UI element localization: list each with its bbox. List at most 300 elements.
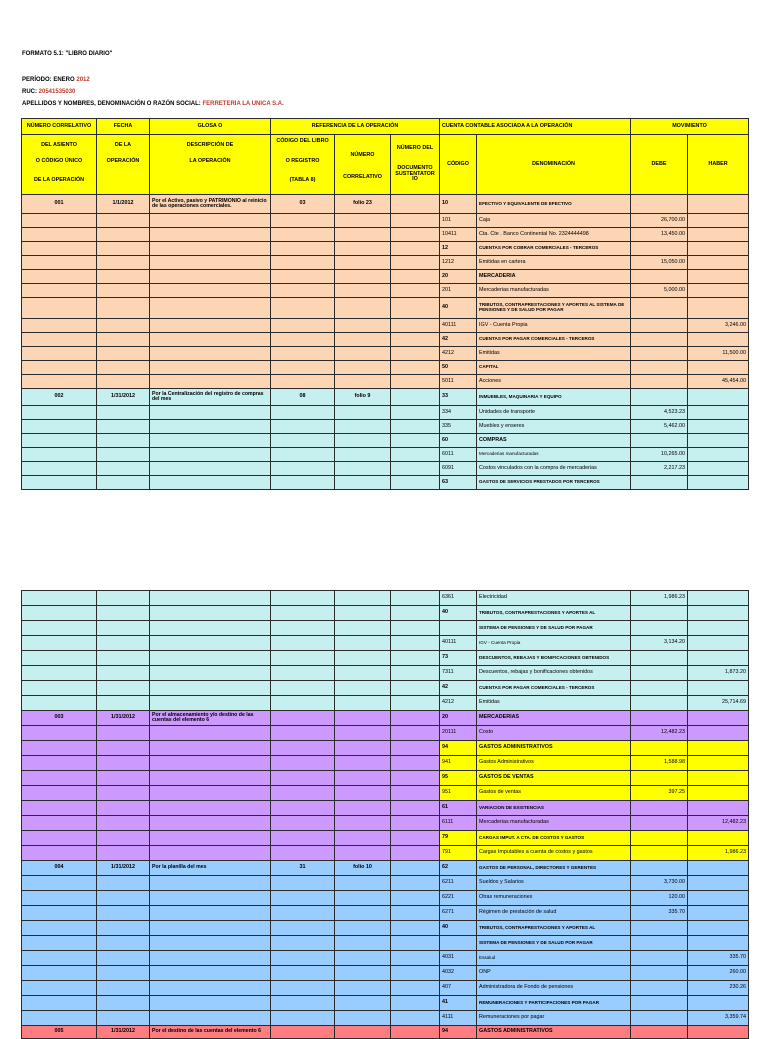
account-name: ONP (477, 966, 631, 981)
debit-amount (631, 801, 688, 816)
debit-amount (631, 361, 688, 375)
table-row (22, 375, 749, 389)
entry-date (97, 1011, 150, 1026)
document-number (391, 347, 440, 361)
book-code (271, 936, 335, 951)
entry-description (150, 666, 271, 681)
header-numero-documento (391, 135, 440, 195)
correlative-number (335, 462, 391, 476)
debit-amount (631, 333, 688, 347)
entry-description (150, 406, 271, 420)
entry-number (22, 361, 97, 375)
entry-date (97, 741, 150, 756)
account-code: 6211 (440, 876, 477, 891)
entry-description (150, 921, 271, 936)
correlative-number (335, 375, 391, 389)
credit-amount (688, 636, 749, 651)
document-number (391, 831, 440, 846)
account-name: CUENTAS POR PAGAR COMERCIALES - TERCEROS (477, 333, 631, 347)
table-row (22, 195, 749, 214)
header-num-l4: DE LA OPERACIÓN (33, 177, 85, 183)
document-number (391, 406, 440, 420)
account-name: GASTOS ADMINISTRATIVOS (477, 1026, 631, 1039)
credit-amount (688, 256, 749, 270)
book-code (271, 606, 335, 621)
account-name: GASTOS DE VENTAS (477, 771, 631, 786)
account-name: Emitidas (477, 347, 631, 361)
credit-amount (688, 726, 749, 741)
credit-amount (688, 228, 749, 242)
debit-amount (631, 347, 688, 361)
company-name: FERRETERIA LA UNICA S.A. (202, 101, 284, 107)
entry-number (22, 681, 97, 696)
header-cod-libro-l3: (TABLA 8) (289, 177, 316, 183)
document-number (391, 333, 440, 347)
entry-date (97, 771, 150, 786)
account-code: 7311 (440, 666, 477, 681)
entry-description (150, 996, 271, 1011)
table-row (22, 831, 749, 846)
account-code: 40 (440, 921, 477, 936)
entry-number (22, 1011, 97, 1026)
document-number (391, 846, 440, 861)
document-number (391, 711, 440, 726)
table-row (22, 347, 749, 361)
credit-amount (688, 420, 749, 434)
book-code (271, 801, 335, 816)
credit-amount: 3,359.74 (688, 1011, 749, 1026)
book-code (271, 462, 335, 476)
credit-amount (688, 621, 749, 636)
document-number (391, 981, 440, 996)
entry-number (22, 651, 97, 666)
book-code (271, 434, 335, 448)
table-row (22, 319, 749, 333)
document-number (391, 621, 440, 636)
entry-date (97, 242, 150, 256)
credit-amount (688, 711, 749, 726)
account-code: 4212 (440, 347, 477, 361)
document-number (391, 284, 440, 298)
entry-description (150, 771, 271, 786)
header-num-l1: NÚMERO CORRELATIVO (22, 119, 97, 135)
header-fecha-l3: OPERACIÓN (106, 158, 140, 164)
book-code (271, 228, 335, 242)
book-code (271, 981, 335, 996)
entry-number (22, 831, 97, 846)
debit-amount: 1,986.23 (631, 591, 688, 606)
correlative-number: folio 10 (335, 861, 391, 876)
account-code: 42 (440, 333, 477, 347)
entry-description (150, 375, 271, 389)
entry-date (97, 448, 150, 462)
entry-number (22, 696, 97, 711)
credit-amount: 25,714.69 (688, 696, 749, 711)
table-row (22, 420, 749, 434)
entry-date (97, 319, 150, 333)
credit-amount (688, 831, 749, 846)
credit-amount (688, 298, 749, 319)
correlative-number (335, 786, 391, 801)
account-code: 10 (440, 195, 477, 214)
table-row (22, 756, 749, 771)
book-code (271, 846, 335, 861)
correlative-number (335, 711, 391, 726)
account-name: Gastos de ventas (477, 786, 631, 801)
credit-amount (688, 801, 749, 816)
credit-amount: 1,986.23 (688, 846, 749, 861)
account-code: 335 (440, 420, 477, 434)
document-number (391, 681, 440, 696)
table-row (22, 651, 749, 666)
account-code: 33 (440, 389, 477, 406)
table-row (22, 256, 749, 270)
document-number (391, 476, 440, 490)
correlative-number (335, 816, 391, 831)
table-row (22, 476, 749, 490)
account-name: GASTOS ADMINISTRATIVOS (477, 741, 631, 756)
account-name: DESCUENTOS, REBAJAS Y BONIFICACIONES OBTENIDOS (477, 651, 631, 666)
table-row (22, 214, 749, 228)
credit-amount (688, 741, 749, 756)
book-code (271, 214, 335, 228)
entry-date (97, 786, 150, 801)
document-number (391, 771, 440, 786)
entry-date (97, 284, 150, 298)
account-code: 6011 (440, 448, 477, 462)
account-code: 95 (440, 771, 477, 786)
account-name: IGV - Cuenta Propia (477, 636, 631, 651)
debit-amount (631, 195, 688, 214)
book-code (271, 319, 335, 333)
entry-date (97, 951, 150, 966)
book-code (271, 1026, 335, 1039)
debit-amount: 3,730.00 (631, 876, 688, 891)
book-code (271, 591, 335, 606)
correlative-number (335, 347, 391, 361)
account-code: 94 (440, 1026, 477, 1039)
header-num-l2: DEL ASIENTO (41, 142, 77, 148)
account-code: 6361 (440, 591, 477, 606)
table-row (22, 786, 749, 801)
credit-amount (688, 242, 749, 256)
debit-amount: 335.70 (631, 906, 688, 921)
account-code: 101 (440, 214, 477, 228)
document-number (391, 951, 440, 966)
table-row (22, 406, 749, 420)
correlative-number (335, 256, 391, 270)
account-code: 63 (440, 476, 477, 490)
document-number (391, 228, 440, 242)
book-code (271, 270, 335, 284)
entry-description (150, 448, 271, 462)
account-code: 407 (440, 981, 477, 996)
entry-number: 004 (22, 861, 97, 876)
credit-amount (688, 891, 749, 906)
credit-amount (688, 936, 749, 951)
entry-description (150, 756, 271, 771)
entry-date (97, 606, 150, 621)
entry-description (150, 966, 271, 981)
correlative-number (335, 966, 391, 981)
entry-number (22, 801, 97, 816)
debit-amount (631, 996, 688, 1011)
document-number (391, 756, 440, 771)
debit-amount (631, 771, 688, 786)
header-numdoc-l1: NÚMERO DEL (396, 144, 434, 151)
book-code (271, 375, 335, 389)
account-name: Essalud (477, 951, 631, 966)
credit-amount (688, 214, 749, 228)
table-row (22, 636, 749, 651)
document-number (391, 906, 440, 921)
entry-date (97, 333, 150, 347)
debit-amount (631, 375, 688, 389)
table-row (22, 591, 749, 606)
entry-number (22, 319, 97, 333)
entry-number (22, 298, 97, 319)
entry-number (22, 406, 97, 420)
debit-amount (631, 298, 688, 319)
document-number (391, 375, 440, 389)
debit-amount: 1,588.98 (631, 756, 688, 771)
table-row (22, 741, 749, 756)
book-code (271, 333, 335, 347)
table-row (22, 921, 749, 936)
entry-date (97, 696, 150, 711)
book-code (271, 786, 335, 801)
entry-description: Por el destino de las cuentas del elemento 6 (150, 1026, 271, 1039)
company-line (22, 101, 284, 107)
debit-amount: 2,217.23 (631, 462, 688, 476)
correlative-number (335, 476, 391, 490)
document-number (391, 876, 440, 891)
correlative-number (335, 1011, 391, 1026)
debit-amount (631, 951, 688, 966)
document-number (391, 936, 440, 951)
table-row (22, 606, 749, 621)
document-number (391, 448, 440, 462)
entry-date (97, 831, 150, 846)
document-number (391, 389, 440, 406)
entry-date (97, 801, 150, 816)
account-name: Emitidas en cartera (477, 256, 631, 270)
entry-date (97, 681, 150, 696)
credit-amount: 11,500.00 (688, 347, 749, 361)
entry-date (97, 996, 150, 1011)
entry-date (97, 756, 150, 771)
entry-date (97, 726, 150, 741)
book-code (271, 284, 335, 298)
document-number (391, 726, 440, 741)
correlative-number (335, 696, 391, 711)
credit-amount: 335.70 (688, 951, 749, 966)
debit-amount (631, 606, 688, 621)
entry-number (22, 242, 97, 256)
book-code (271, 476, 335, 490)
document-number (391, 966, 440, 981)
entry-number (22, 375, 97, 389)
header-glosa-sub (150, 135, 271, 195)
account-code: 6221 (440, 891, 477, 906)
entry-description (150, 298, 271, 319)
entry-date (97, 891, 150, 906)
book-code (271, 681, 335, 696)
header-row-2 (22, 135, 749, 195)
header-numero-l2: CORRELATIVO (343, 174, 382, 180)
entry-description (150, 681, 271, 696)
correlative-number (335, 361, 391, 375)
header-num-sub (22, 135, 97, 195)
table-row (22, 361, 749, 375)
book-code (271, 636, 335, 651)
entry-number (22, 981, 97, 996)
entry-description: Por el almacenamiento y/o destino de las cuentas del elemento 6 (150, 711, 271, 726)
account-code: 40111 (440, 636, 477, 651)
entry-date (97, 361, 150, 375)
correlative-number (335, 591, 391, 606)
entry-number (22, 876, 97, 891)
account-name: Descuentos, rebajas y bonificaciones obtenidos (477, 666, 631, 681)
document-number (391, 462, 440, 476)
credit-amount: 12,482.23 (688, 816, 749, 831)
header-denominacion: DENOMINACIÓN (477, 135, 631, 195)
correlative-number (335, 846, 391, 861)
document-number (391, 319, 440, 333)
entry-description (150, 214, 271, 228)
credit-amount (688, 921, 749, 936)
document-number (391, 256, 440, 270)
book-code (271, 726, 335, 741)
account-name: Unidades de transporte (477, 406, 631, 420)
credit-amount (688, 906, 749, 921)
entry-date (97, 636, 150, 651)
debit-amount (631, 921, 688, 936)
entry-number (22, 347, 97, 361)
document-number (391, 801, 440, 816)
account-code: 941 (440, 756, 477, 771)
debit-amount: 15,050.00 (631, 256, 688, 270)
entry-number (22, 741, 97, 756)
header-debe: DEBE (631, 135, 688, 195)
entry-date (97, 347, 150, 361)
format-title: FORMATO 5.1: "LIBRO DIARIO" (22, 51, 113, 57)
account-code: 62 (440, 861, 477, 876)
account-code: 4212 (440, 696, 477, 711)
header-fecha-sub (97, 135, 150, 195)
book-code (271, 361, 335, 375)
book-code (271, 666, 335, 681)
document-number (391, 195, 440, 214)
debit-amount (631, 1011, 688, 1026)
entry-description: Por el Activo, pasivo y PATRIMONIO al reinicio de las operaciones comerciales. (150, 195, 271, 214)
account-code: 4031 (440, 951, 477, 966)
document-number (391, 996, 440, 1011)
credit-amount: 3,246.00 (688, 319, 749, 333)
entry-number (22, 786, 97, 801)
correlative-number: folio 9 (335, 389, 391, 406)
account-code: 6091 (440, 462, 477, 476)
entry-date (97, 420, 150, 434)
entry-description (150, 256, 271, 270)
correlative-number (335, 681, 391, 696)
credit-amount (688, 333, 749, 347)
book-code (271, 996, 335, 1011)
entry-number: 001 (22, 195, 97, 214)
entry-date: 1/31/2012 (97, 389, 150, 406)
entry-number (22, 420, 97, 434)
account-code: 791 (440, 846, 477, 861)
debit-amount (631, 666, 688, 681)
table-row (22, 681, 749, 696)
entry-number (22, 256, 97, 270)
credit-amount (688, 284, 749, 298)
credit-amount (688, 786, 749, 801)
entry-date: 1/31/2012 (97, 1026, 150, 1039)
period-label: PERÍODO: ENERO (22, 77, 75, 83)
table-row (22, 816, 749, 831)
account-name: Mercaderias manufacturadas (477, 448, 631, 462)
account-code: 4111 (440, 1011, 477, 1026)
account-code: 61 (440, 801, 477, 816)
account-code: 50 (440, 361, 477, 375)
debit-amount (631, 711, 688, 726)
document-number (391, 1011, 440, 1026)
entry-description (150, 347, 271, 361)
table-row (22, 861, 749, 876)
correlative-number (335, 936, 391, 951)
debit-amount (631, 741, 688, 756)
correlative-number (335, 319, 391, 333)
entry-number (22, 434, 97, 448)
debit-amount: 397.25 (631, 786, 688, 801)
book-code (271, 621, 335, 636)
account-name: VARIACION DE EXISTENCIAS (477, 801, 631, 816)
document-number (391, 434, 440, 448)
entry-number: 002 (22, 389, 97, 406)
entry-description (150, 846, 271, 861)
entry-description: Por la planilla del mes (150, 861, 271, 876)
debit-amount: 26,700.00 (631, 214, 688, 228)
account-name: Sueldos y Salarios (477, 876, 631, 891)
correlative-number (335, 333, 391, 347)
account-name: EFECTIVO Y EQUIVALENTE DE EFECTIVO (477, 195, 631, 214)
debit-amount: 10,265.00 (631, 448, 688, 462)
correlative-number (335, 996, 391, 1011)
entry-date (97, 406, 150, 420)
table-row (22, 448, 749, 462)
account-code: 42 (440, 681, 477, 696)
correlative-number (335, 606, 391, 621)
entry-description (150, 831, 271, 846)
entry-number (22, 726, 97, 741)
debit-amount (631, 696, 688, 711)
account-name: Régimen de prestación de salud (477, 906, 631, 921)
entry-number (22, 228, 97, 242)
entry-number (22, 476, 97, 490)
correlative-number (335, 434, 391, 448)
account-code: 6111 (440, 816, 477, 831)
table-row (22, 981, 749, 996)
book-code (271, 651, 335, 666)
account-code: 201 (440, 284, 477, 298)
account-code: 951 (440, 786, 477, 801)
account-name: TRIBUTOS, CONTRAPRESTACIONES Y APORTES AL SISTEMA DE PENSIONES Y DE SALUD POR PAGAR (477, 298, 631, 319)
account-code: 12 (440, 242, 477, 256)
credit-amount (688, 861, 749, 876)
account-name: GASTOS DE SERVICIOS PRESTADOS POR TERCEROS (477, 476, 631, 490)
book-code (271, 741, 335, 756)
